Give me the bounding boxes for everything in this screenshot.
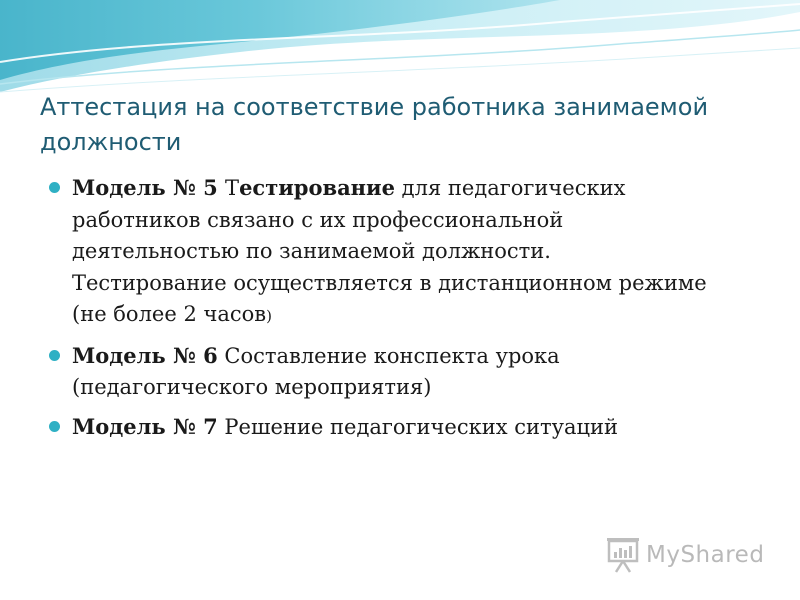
bullet-dot-icon	[49, 350, 60, 361]
bullet-text: Составление конспекта урока (педагогического мероприятия)	[72, 343, 560, 399]
bullet-text: Решение педагогических ситуаций	[217, 414, 618, 439]
bullet-lead: Модель № 7	[72, 413, 218, 439]
bullet-lead: Модель № 6	[72, 342, 218, 368]
bullet-dot-icon	[49, 421, 60, 432]
bullet-lead-letter: Т	[225, 176, 240, 200]
bullet-lead: Модель № 5	[72, 175, 226, 200]
list-item	[49, 411, 709, 444]
watermark	[606, 537, 764, 573]
slide-title: Аттестация на соответствие работника занимаемой должности	[40, 93, 709, 156]
bullet-dot-icon	[49, 182, 60, 193]
bullet-closing: )	[266, 307, 272, 325]
presentation-board-icon	[606, 537, 640, 573]
list-item	[49, 340, 709, 404]
list-item	[49, 172, 709, 333]
header-wave-decoration	[0, 0, 800, 100]
watermark-text: MyShared	[646, 542, 765, 568]
bullet-list	[49, 172, 709, 450]
bullet-text: для педагогических работников связано с их профессиональной деятельностью по занимаемой должности. Тестирование осуществляется в дистанционном режиме (не более 2 часов	[72, 176, 707, 326]
bullet-keyword: естирование	[239, 175, 395, 200]
